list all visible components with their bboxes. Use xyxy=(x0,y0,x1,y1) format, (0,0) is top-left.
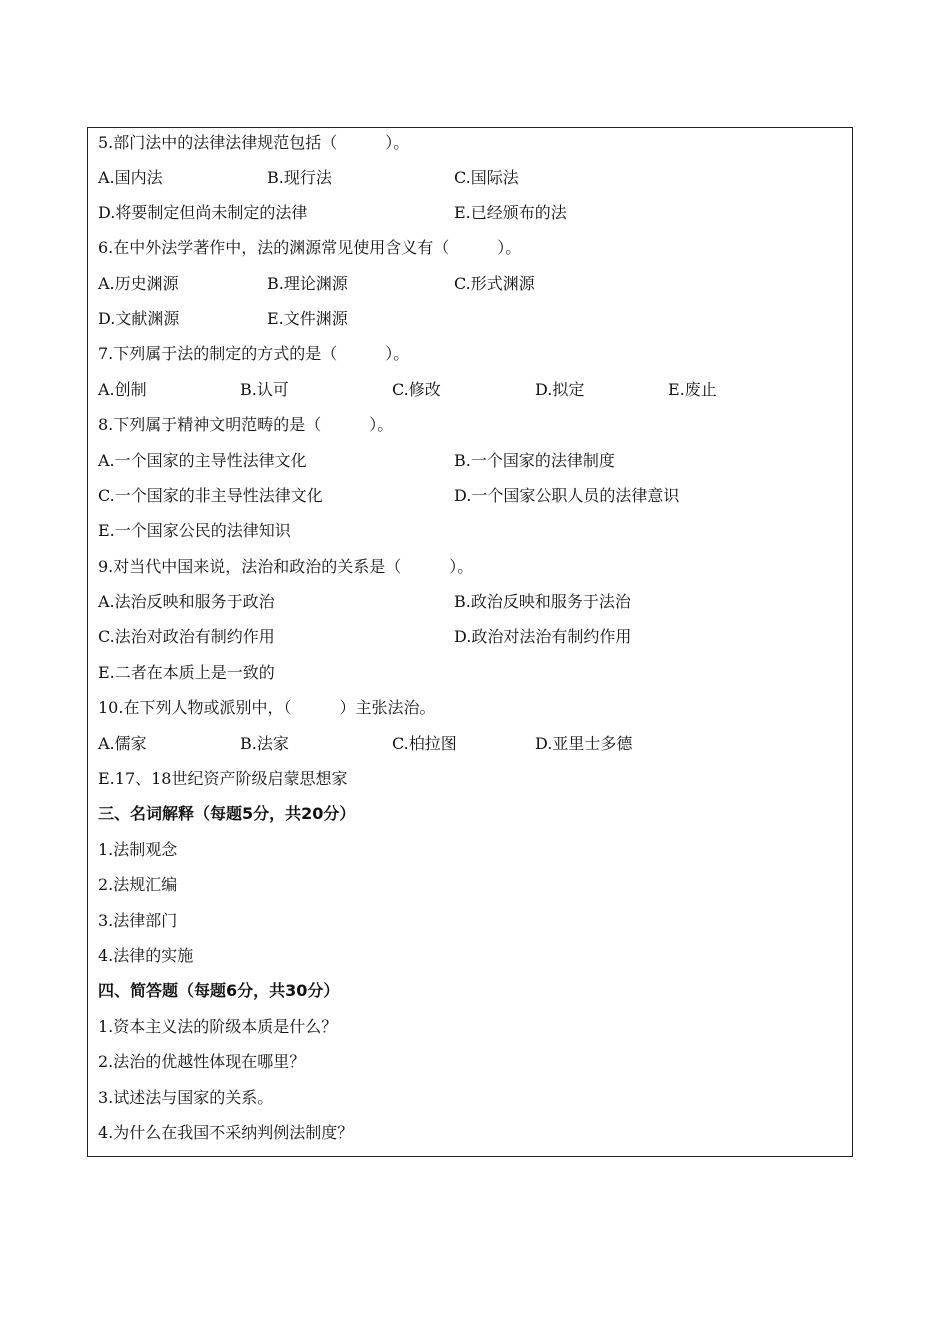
option-c: C.法治对政治有制约作用 xyxy=(98,627,275,646)
option-e: E.文件渊源 xyxy=(267,309,348,328)
option-e: E.废止 xyxy=(668,380,717,399)
option-a: A.创制 xyxy=(98,380,147,399)
option-e: E.已经颁布的法 xyxy=(454,203,567,222)
option-c: C.形式渊源 xyxy=(454,274,535,293)
option-b: B.一个国家的法律制度 xyxy=(454,451,615,470)
option-b: B.现行法 xyxy=(267,168,332,187)
option-d: D.亚里士多德 xyxy=(535,734,633,753)
option-d: D.一个国家公职人员的法律意识 xyxy=(454,486,680,505)
option-a: A.历史渊源 xyxy=(98,274,179,293)
option-b: B.政治反映和服务于法治 xyxy=(454,592,631,611)
option-b: B.认可 xyxy=(240,380,289,399)
option-d: D.政治对法治有制约作用 xyxy=(454,627,632,646)
option-c: C.修改 xyxy=(392,380,441,399)
option-b: B.理论渊源 xyxy=(267,274,348,293)
option-e: E.一个国家公民的法律知识 xyxy=(98,521,291,540)
option-a: A.法治反映和服务于政治 xyxy=(98,592,275,611)
option-e: E.17、18世纪资产阶级启蒙思想家 xyxy=(98,769,348,788)
option-d: D.拟定 xyxy=(535,380,585,399)
exam-content-box: 5.部门法中的法律法律规范包括（ ）。 A.国内法 B.现行法 C.国际法 D.将要制定但尚未制定的法律 E.已经颁布的法 6.在中外法学著作中，法的渊源常见使用含义有（ ）。 A.历史渊源 B.理论渊源 C.形式渊源 D.文献渊源 E.文件渊源 7.下列属于法的制定的方式的是（ ）。 A.创制 B.认可 C.修改 D.拟定 E.废止 8.下列属于精神文明范畴的是（ ）。 A.一个国家的主导性法律文化 B.一个国家的法律制度 C.一个国家的非主导性法律文化 D.一个国家公职人员的法律意识 E.一个国家公民的法律知识 9.对当代中国来说，法治和政治的关系是（ ）。 A.法治反映和服务于政治 B.政治反映和服务于法治 C.法治对政治有制约作用 D.政治对法治有制约作用 E.二者在本质上是一致的 10.在下列人物或派别中，（ ）主张法治。 A.儒家 B.法家 C.柏拉图 D.亚里士多德 E.17、18世纪资产阶级启蒙思想家 三、名词解释（每题5分，共20分） 1.法制观念 2.法规汇编 3.法律部门 4.法律的实施 四、简答题（每题6分，共30分） 1.资本主义法的阶级本质是什么？ 2.法治的优越性体现在哪里？ 3.试述法与国家的关系。 4.为什么在我国不采纳判例法制度？ xyxy=(87,127,853,1157)
option-b: B.法家 xyxy=(240,734,289,753)
option-a: A.一个国家的主导性法律文化 xyxy=(98,451,307,470)
option-a: A.国内法 xyxy=(98,168,163,187)
option-c: C.国际法 xyxy=(454,168,519,187)
option-a: A.儒家 xyxy=(98,734,147,753)
option-e: E.二者在本质上是一致的 xyxy=(98,663,275,682)
option-d: D.将要制定但尚未制定的法律 xyxy=(98,203,308,222)
option-c: C.一个国家的非主导性法律文化 xyxy=(98,486,323,505)
option-d: D.文献渊源 xyxy=(98,309,180,328)
option-c: C.柏拉图 xyxy=(392,734,457,753)
